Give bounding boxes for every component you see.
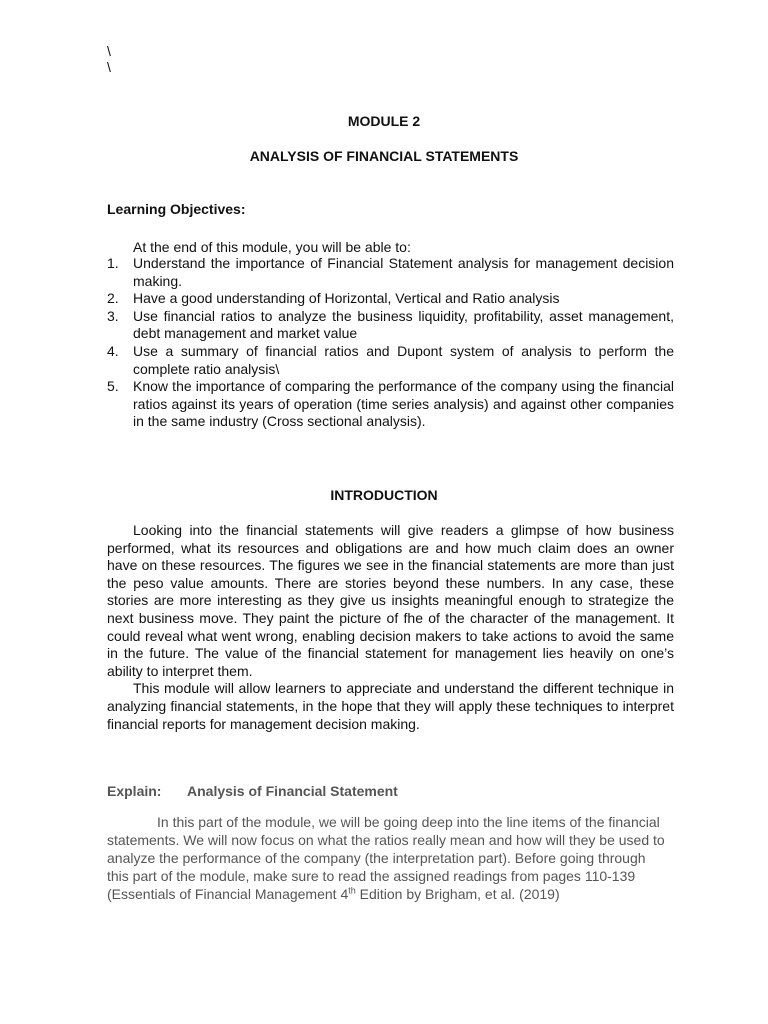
introduction-body [107, 522, 674, 733]
explain-paragraph [107, 813, 667, 903]
explain-text-end: Edition by Brigham, et al. (2019) [355, 886, 560, 902]
objective-text: Understand the importance of Financial Statement analysis for management decision making. [133, 255, 674, 289]
objective-number: 5. [107, 378, 119, 395]
module-title: MODULE 2 [347, 113, 421, 129]
objective-text: Have a good understanding of Horizontal, Vertical and Ratio analysis [133, 290, 560, 307]
stray-mark: \ [107, 59, 111, 75]
explain-body [107, 813, 667, 903]
explain-label: Explain: [107, 783, 162, 799]
objective-item [107, 255, 674, 290]
introduction-paragraph: Looking into the financial statements will give readers a glimpse of how business performed, what its resources and obligations are and how much claim does an owner have on these resources. The figures we see in the financial statements are more than just the peso value amounts. There are stories beyond these numbers. In any case, these stories are more interesting as they give us insights meaningful enough to strategize the next business move. They paint the picture of fhe of the character of the management. It could reveal what went wrong, enabling decision makers to take actions to avoid the same in the future. The value of the financial statement for management lies heavily on one’s ability to interpret them. [107, 522, 674, 679]
objective-item [107, 343, 674, 378]
objective-number: 1. [107, 255, 119, 271]
learning-objectives-intro: At the end of this module, you will be able to: [133, 239, 411, 255]
learning-objectives-list [107, 255, 674, 431]
stray-mark: \ [107, 43, 111, 59]
objective-item [107, 308, 674, 343]
edition-superscript: th [348, 885, 356, 896]
objective-text: Know the importance of comparing the performance of the company using the financial ratios against its years of operation (time series analysis) and against other companies in the same industry (Cross sectional analysis). [133, 378, 674, 430]
objective-number: 2. [107, 290, 119, 307]
introduction-paragraph: This module will allow learners to appreciate and understand the different technique in analyzing financial statements, in the hope that they will apply these techniques to interpret financial reports for management decision making. [107, 680, 674, 732]
objective-number: 4. [107, 342, 119, 359]
objective-item [107, 378, 674, 431]
learning-objectives-heading: Learning Objectives: [107, 201, 246, 217]
module-subtitle: ANALYSIS OF FINANCIAL STATEMENTS [249, 148, 519, 164]
objective-text: Use a summary of financial ratios and Dupont system of analysis to perform the complete ratio analysis\ [133, 342, 674, 377]
objective-item [107, 290, 674, 308]
objective-number: 3. [107, 307, 119, 324]
objective-text: Use financial ratios to analyze the business liquidity, profitability, asset management, debt management and market value [133, 307, 674, 342]
explain-text: In this part of the module, we will be going deep into the line items of the financial statements. We will now focus on what the ratios really mean and how will they be used to analyze the performance of the company (the interpretation part). Before going through this part of the module, make sure to read the assigned readings from pages 110-139 (Essentials of Financial Management 4 [107, 814, 665, 902]
explain-heading [107, 783, 398, 799]
explain-title: Analysis of Financial Statement [187, 783, 398, 799]
introduction-heading: INTRODUCTION [330, 487, 438, 503]
